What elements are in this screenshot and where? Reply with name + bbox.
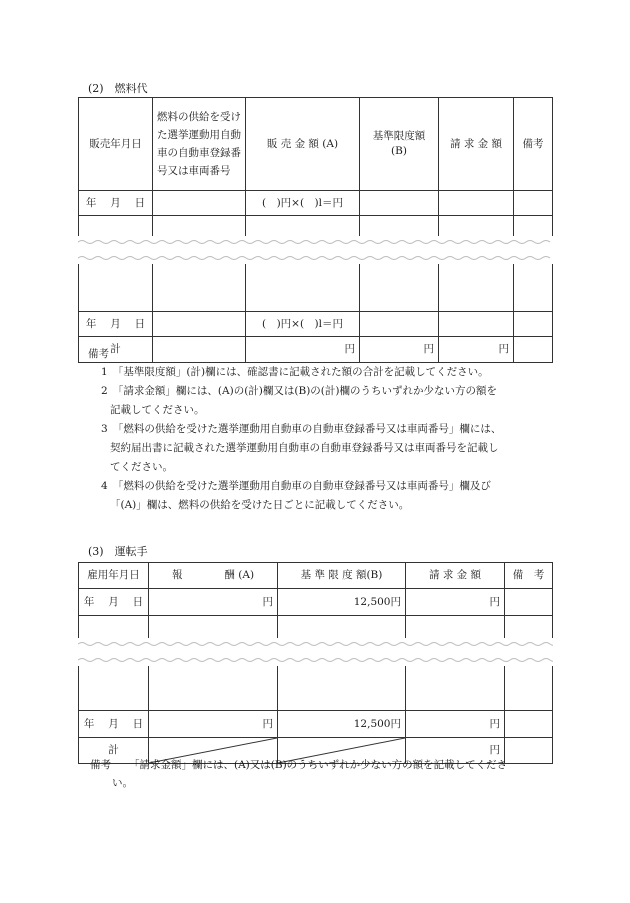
fuel-table [78, 97, 553, 363]
note-line: てください。 [110, 461, 173, 473]
section3-title: (3) 運転手 [88, 545, 148, 558]
total-label: 計 [79, 337, 153, 363]
fee-yen: 円 [149, 711, 278, 738]
table-row [79, 664, 553, 711]
note-text: 「請求金額」欄には、(A)又は(B)のうちいずれか少ない方の額を記載してくださ [129, 759, 508, 771]
section2-title: (2) 燃料代 [88, 82, 148, 95]
fee-yen: 円 [149, 589, 278, 616]
header-vehicle-number: 燃料の供給を受けた選挙運動用自動車の自動車登録番号又は車両番号 [153, 98, 246, 191]
total-claim-yen: 円 [439, 337, 514, 363]
formula-cell: ( )円×( )l＝円 [246, 191, 360, 216]
table-row [79, 711, 553, 738]
header-fee: 報 酬 (A) [149, 563, 278, 589]
claim-yen: 円 [406, 589, 505, 616]
total-row [79, 337, 553, 363]
section3-note [90, 756, 560, 775]
limit-value: 12,500円 [278, 711, 406, 738]
header-claim-amount: 請 求 金 額 [439, 98, 514, 191]
note-line: 1 「基準限度額」(計)欄には、確認書に記載された額の合計を記載してください。 [101, 366, 489, 378]
table-row [79, 264, 553, 312]
header-employment-date: 雇用年月日 [79, 563, 149, 589]
note-line: 4 「燃料の供給を受けた選挙運動用自動車の自動車登録番号又は車両番号」欄及び [101, 480, 491, 492]
note-line: 3 「燃料の供給を受けた選挙運動用自動車の自動車登録番号又は車両番号」欄には、 [101, 423, 502, 435]
total-sales-yen: 円 [246, 337, 360, 363]
formula-cell: ( )円×( )l＝円 [246, 312, 360, 337]
header-sales-amount: 販 売 金 額 (A) [246, 98, 360, 191]
section2-notes-heading: 備考 [88, 348, 109, 360]
date-cell: 年 月 日 [79, 711, 149, 738]
date-cell: 年 月 日 [79, 312, 153, 337]
header-remarks: 備 考 [505, 563, 553, 589]
header-remarks: 備考 [514, 98, 553, 191]
table-break-wave [78, 638, 553, 666]
total-limit-yen: 円 [360, 337, 439, 363]
section3-note-cont: い。 [112, 777, 133, 789]
table-row [79, 191, 553, 216]
claim-yen: 円 [406, 711, 505, 738]
note-line: 記載してください。 [110, 404, 205, 416]
header-claim-amount: 請 求 金 額 [406, 563, 505, 589]
note-line: 2 「請求金額」欄には、(A)の(計)欄又は(B)の(計)欄のうちいずれか少ない方の額を [101, 385, 497, 397]
table-row [79, 589, 553, 616]
header-sales-date: 販売年月日 [79, 98, 153, 191]
total-label: 計 [79, 738, 149, 764]
note-line: 契約届出書に記載された選挙運動用自動車の自動車登録番号又は車両番号を記載し [110, 442, 499, 454]
date-cell: 年 月 日 [79, 191, 153, 216]
date-cell: 年 月 日 [79, 589, 149, 616]
note-line: 「(A)」欄は、燃料の供給を受けた日ごとに記載してください。 [110, 499, 410, 511]
limit-value: 12,500円 [278, 589, 406, 616]
header-limit-amount: 基準限度額 (B) [360, 98, 439, 191]
header-limit-amount: 基 準 限 度 額(B) [278, 563, 406, 589]
table-row [79, 312, 553, 337]
note-label: 備考 [90, 759, 111, 771]
table-break-wave [78, 236, 553, 264]
section2-notes [101, 363, 561, 515]
total-claim-yen: 円 [406, 738, 505, 764]
